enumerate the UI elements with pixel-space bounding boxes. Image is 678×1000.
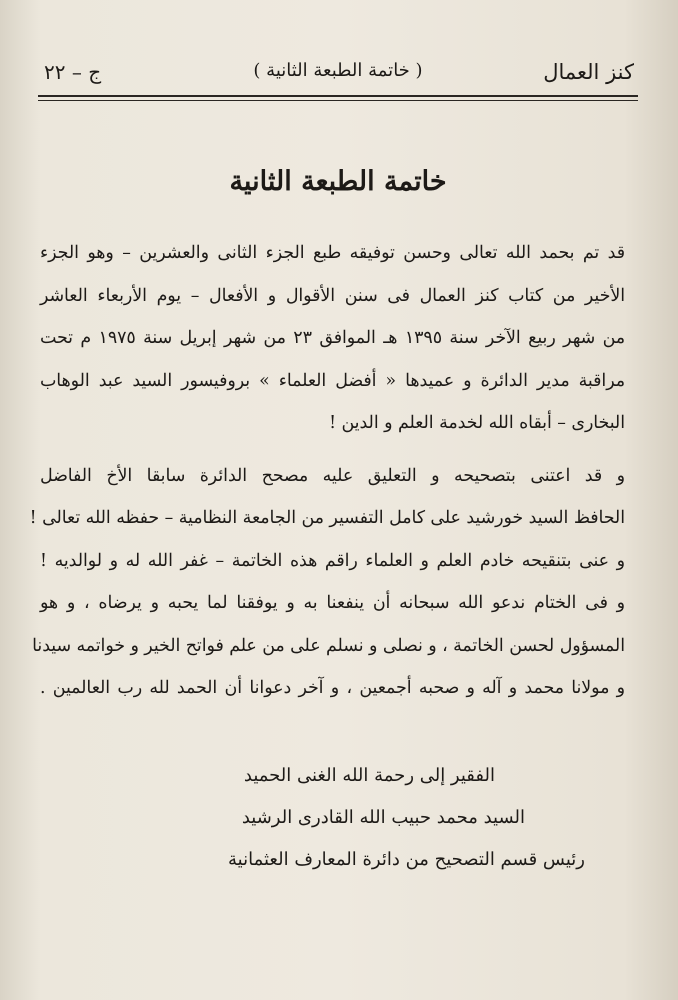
- body-line: الحافظ السيد خورشيد على كامل التفسير من الجامعة النظامية – حفظه الله تعالى !: [29, 508, 625, 528]
- signature-role: رئيس قسم التصحيح من دائرة المعارف العثمانية: [228, 849, 585, 870]
- signature-name: السيد محمد حبيب الله القادرى الرشيد: [241, 807, 525, 828]
- header-volume-number: ج – ٢٢: [44, 60, 102, 84]
- body-line: و قد اعتنى بتصحيحه و التعليق عليه مصحح الدائرة سابقا الأخ الفاضل: [40, 465, 625, 486]
- body-line: و عنى بتنقيحه خادم العلم و العلماء راقم هذه الخاتمة – غفر الله له و لوالديه !: [40, 550, 625, 571]
- body-line: مراقبة مدير الدائرة و عميدها « أفضل العلماء » بروفيسور السيد عبد الوهاب: [40, 370, 625, 391]
- body-line: الأخير من كتاب كنز العمال فى سنن الأقوال و الأفعال – يوم الأربعاء العاشر: [40, 285, 625, 306]
- body-line: قد تم بحمد الله تعالى وحسن توفيقه طبع الجزء الثانى والعشرين – وهو الجزء: [40, 243, 625, 263]
- signature-block: [40, 755, 585, 881]
- body-line: البخارى – أبقاه الله لخدمة العلم و الدين !: [329, 413, 625, 433]
- body-line: المسؤول لحسن الخاتمة ، و نصلى و نسلم على من علم فواتح الخير و خواتمه سيدنا: [32, 635, 625, 656]
- running-header: [38, 52, 638, 96]
- paragraph-gap: [40, 445, 625, 455]
- page-title: خاتمة الطبعة الثانية: [229, 166, 447, 197]
- body-line: و فى الختام ندعو الله سبحانه أن ينفعنا به و يوفقنا لما يحبه و يرضاه ، و هو: [40, 593, 625, 613]
- header-rule-thick: [38, 95, 638, 97]
- body-text: [29, 232, 625, 710]
- header-book-title: كنز العمال: [543, 60, 634, 84]
- header-rule-thin: [38, 100, 638, 101]
- body-line: و مولانا محمد و آله و صحبه أجمعين ، و آخر دعوانا أن الحمد لله رب العالمين .: [40, 678, 625, 698]
- signature-line-1: الفقير إلى رحمة الله الغنى الحميد: [243, 765, 495, 786]
- body-line: من شهر ربيع الآخر سنة ١٣٩٥ هـ الموافق ٢٣ من شهر إبريل سنة ١٩٧٥ م تحت: [40, 328, 625, 348]
- header-section-title: ( خاتمة الطبعة الثانية ): [253, 60, 423, 81]
